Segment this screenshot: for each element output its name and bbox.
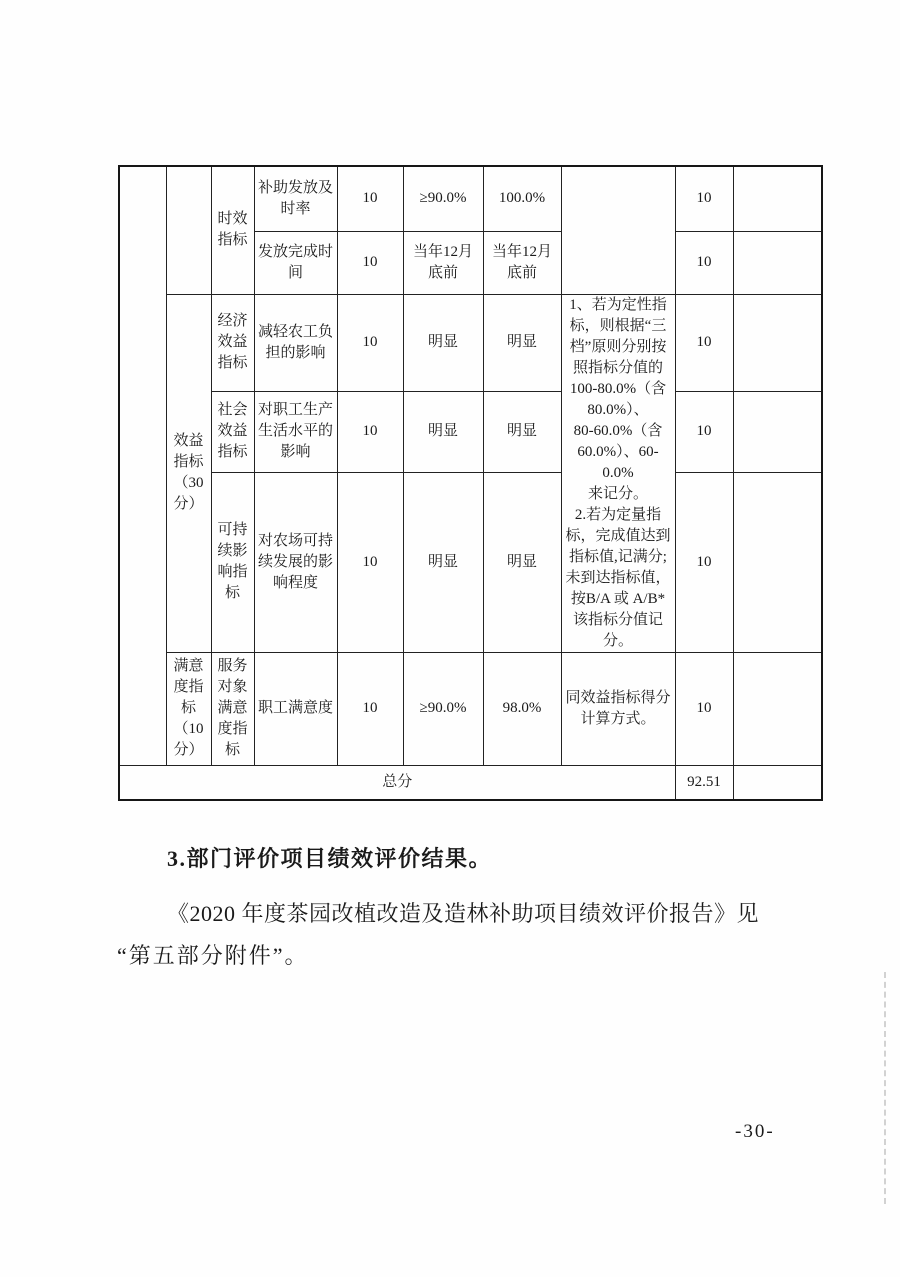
table-row bbox=[119, 472, 822, 652]
cell-score: 10 bbox=[675, 472, 733, 652]
cell-actual-value: 明显 bbox=[483, 472, 561, 652]
cell-indicator-name: 发放完成时 间 bbox=[254, 231, 337, 294]
cell-scoring-rule: 1、若为定性指 标，则根据“三 档”原则分别按 照指标分值的 100-80.0%（含 80.0%）、 80-60.0%（含 60.0%）、60-0.0% 来记分。 2.若为定量指 标，完成值达到 指标值,记满分; 未到达指标值， 按B/A 或 A/B* 该指标分值记 分。 bbox=[561, 294, 675, 652]
cell-remark-blank bbox=[733, 652, 822, 765]
cell-indicator-name: 减轻农工负 担的影响 bbox=[254, 294, 337, 391]
cell-category-benefit: 效益 指标 （30 分） bbox=[166, 294, 211, 652]
cell-subcategory-social: 社会 效益 指标 bbox=[211, 391, 254, 472]
cell-remark-blank bbox=[733, 166, 822, 231]
cell-actual-value: 100.0% bbox=[483, 166, 561, 231]
cell-score: 10 bbox=[675, 652, 733, 765]
cell-category-blank bbox=[166, 166, 211, 294]
cell-weight: 10 bbox=[337, 294, 403, 391]
cell-score: 10 bbox=[675, 231, 733, 294]
cell-remark-blank bbox=[733, 472, 822, 652]
cell-weight: 10 bbox=[337, 652, 403, 765]
table-row-total bbox=[119, 765, 822, 800]
cell-score: 10 bbox=[675, 166, 733, 231]
scan-artifact-dashed-line bbox=[884, 972, 886, 1204]
cell-weight: 10 bbox=[337, 231, 403, 294]
cell-weight: 10 bbox=[337, 166, 403, 231]
table-row bbox=[119, 166, 822, 231]
cell-subcategory-timeliness: 时效 指标 bbox=[211, 166, 254, 294]
cell-scoring-rule-blank bbox=[561, 166, 675, 294]
cell-actual-value: 当年12月 底前 bbox=[483, 231, 561, 294]
cell-indicator-name: 职工满意度 bbox=[254, 652, 337, 765]
table-row bbox=[119, 294, 822, 391]
cell-indicator-name: 对职工生产 生活水平的 影响 bbox=[254, 391, 337, 472]
paragraph-line-1: 《2020 年度茶园改植改造及造林补助项目绩效评价报告》见 bbox=[167, 901, 760, 926]
cell-actual-value: 明显 bbox=[483, 294, 561, 391]
cell-scoring-rule: 同效益指标得分 计算方式。 bbox=[561, 652, 675, 765]
cell-target-value: ≥90.0% bbox=[403, 166, 483, 231]
cell-subcategory-sustainability: 可持 续影 响指 标 bbox=[211, 472, 254, 652]
cell-subcategory-economic: 经济 效益 指标 bbox=[211, 294, 254, 391]
cell-indicator-name: 补助发放及 时率 bbox=[254, 166, 337, 231]
cell-target-value: 明显 bbox=[403, 472, 483, 652]
cell-target-value: 明显 bbox=[403, 294, 483, 391]
cell-category-satisfaction: 满意 度指 标 （10 分） bbox=[166, 652, 211, 765]
cell-actual-value: 98.0% bbox=[483, 652, 561, 765]
cell-score: 10 bbox=[675, 391, 733, 472]
cell-target-value: ≥90.0% bbox=[403, 652, 483, 765]
cell-actual-value: 明显 bbox=[483, 391, 561, 472]
cell-remark-blank bbox=[733, 765, 822, 800]
cell-level1-blank bbox=[119, 166, 166, 765]
cell-weight: 10 bbox=[337, 472, 403, 652]
section-heading: 3.部门评价项目绩效评价结果。 bbox=[167, 846, 493, 871]
cell-remark-blank bbox=[733, 231, 822, 294]
paragraph-line-2: “第五部分附件”。 bbox=[117, 943, 309, 968]
cell-target-value: 明显 bbox=[403, 391, 483, 472]
cell-remark-blank bbox=[733, 391, 822, 472]
cell-score: 10 bbox=[675, 294, 733, 391]
cell-weight: 10 bbox=[337, 391, 403, 472]
page-number: -30- bbox=[735, 1121, 775, 1142]
cell-total-score: 92.51 bbox=[675, 765, 733, 800]
performance-indicator-table bbox=[118, 165, 823, 801]
table-row bbox=[119, 391, 822, 472]
cell-remark-blank bbox=[733, 294, 822, 391]
cell-subcategory-service-target: 服务 对象 满意 度指 标 bbox=[211, 652, 254, 765]
table-row bbox=[119, 652, 822, 765]
cell-indicator-name: 对农场可持 续发展的影 响程度 bbox=[254, 472, 337, 652]
cell-total-label: 总分 bbox=[119, 765, 675, 800]
cell-target-value: 当年12月 底前 bbox=[403, 231, 483, 294]
